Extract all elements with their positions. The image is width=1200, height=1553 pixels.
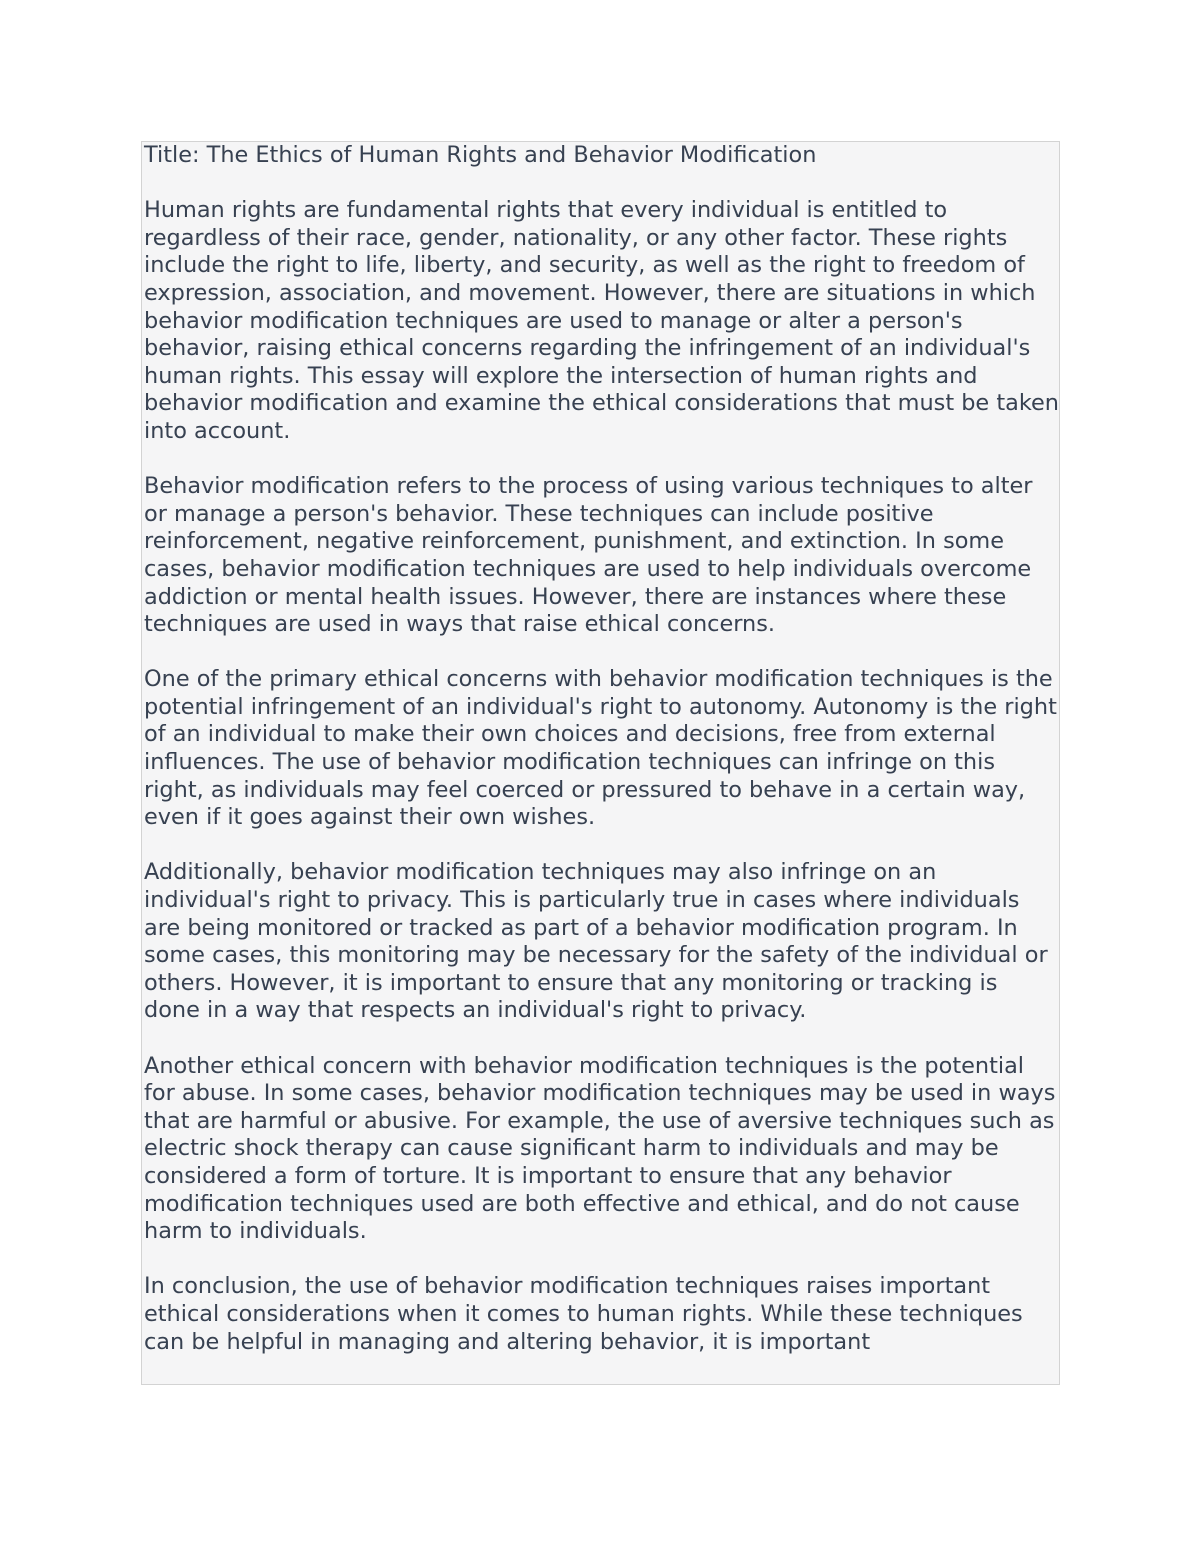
essay-content (142, 142, 1059, 1356)
essay-text-box (141, 141, 1060, 1385)
essay-paragraph-6: In conclusion, the use of behavior modification techniques raises important ethical considerations when it comes to human rights. While these techniques can be helpful in managing and altering behavior, it is important (144, 1273, 1023, 1355)
essay-paragraph-2: Behavior modification refers to the process of using various techniques to alter or manage a person's behavior. These techniques can include positive reinforcement, negative reinforcement, punishment, and extinction. In some cases, behavior modification techniques are used to help individuals overcome addiction or mental health issues. However, there are instances where these techniques are used in ways that raise ethical concerns. (144, 473, 1033, 638)
essay-paragraph-4: Additionally, behavior modification techniques may also infringe on an individual's right to privacy. This is particularly true in cases where individuals are being monitored or tracked as part of a behavior modification program. In some cases, this monitoring may be necessary for the safety of the individual or others. However, it is important to ensure that any monitoring or tracking is done in a way that respects an individual's right to privacy. (144, 859, 1048, 1024)
essay-paragraph-5: Another ethical concern with behavior modification techniques is the potential for abuse. In some cases, behavior modification techniques may be used in ways that are harmful or abusive. For example, the use of aversive techniques such as electric shock therapy can cause significant harm to individuals and may be considered a form of torture. It is important to ensure that any behavior modification techniques used are both effective and ethical, and do not cause harm to individuals. (144, 1052, 1056, 1245)
essay-title: Title: The Ethics of Human Rights and Behavior Modification (144, 142, 817, 168)
essay-paragraph-3: One of the primary ethical concerns with behavior modification techniques is the potential infringement of an individual's right to autonomy. Autonomy is the right of an individual to make their own choices and decisions, free from external influences. The use of behavior modification techniques can infringe on this right, as individuals may feel coerced or pressured to behave in a certain way, even if it goes against their own wishes. (144, 666, 1057, 831)
essay-paragraph-1: Human rights are fundamental rights that every individual is entitled to regardless of their race, gender, nationality, or any other factor. These rights include the right to life, liberty, and security, as well as the right to freedom of expression, association, and movement. However, there are situations in which behavior modification techniques are used to manage or alter a person's behavior, raising ethical concerns regarding the infringement of an individual's human rights. This essay will explore the intersection of human rights and behavior modification and examine the ethical considerations that must be taken into account. (144, 197, 1059, 444)
